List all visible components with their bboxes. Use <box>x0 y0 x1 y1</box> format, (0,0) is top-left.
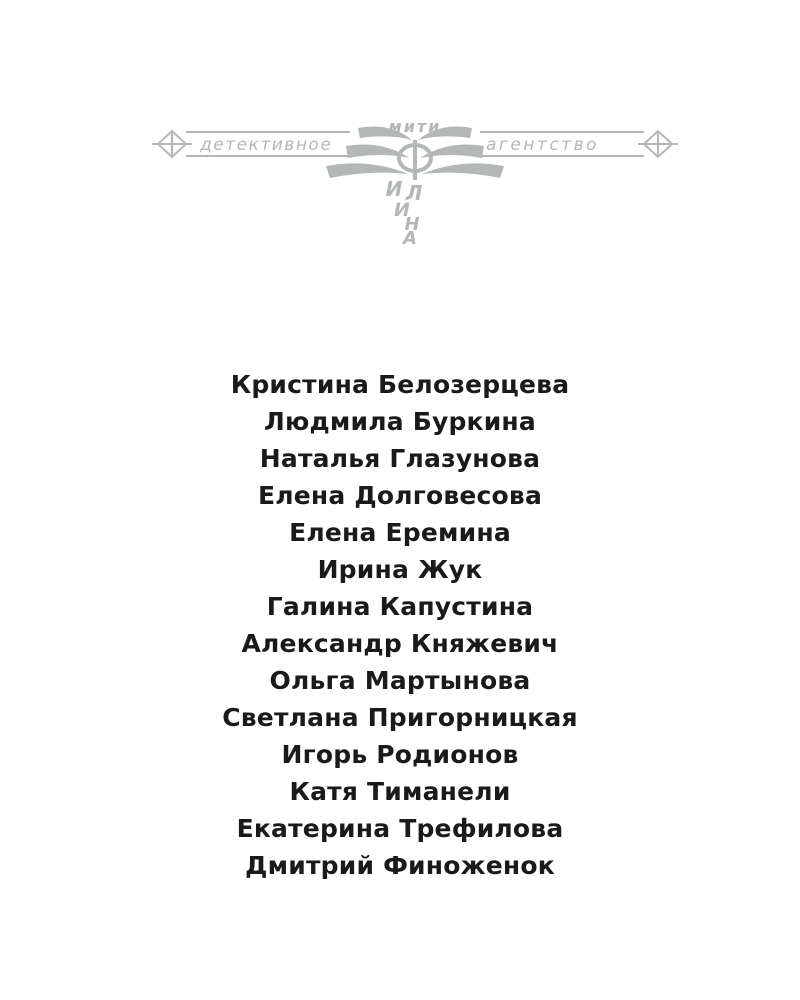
author-name: Светлана Пригорницкая <box>222 703 578 732</box>
author-name: Ирина Жук <box>317 555 483 584</box>
logo-letter-1: И <box>385 177 403 201</box>
author-list <box>0 366 800 884</box>
logo-letter-4: Н <box>404 214 420 235</box>
logo-right-text: агентство <box>486 135 599 155</box>
author-name: Екатерина Трефилова <box>236 814 564 843</box>
author-name: Галина Капустина <box>266 592 534 621</box>
logo-left-text: детективное <box>200 135 333 155</box>
author-name: Игорь Родионов <box>281 740 519 769</box>
author-name: Александр Княжевич <box>241 629 559 658</box>
author-name: Елена Еремина <box>289 518 511 547</box>
author-name: Катя Тиманели <box>289 777 511 806</box>
logo-letter-2: Л <box>405 181 423 205</box>
agency-logo-graphic <box>150 118 680 248</box>
author-name: Людмила Буркина <box>264 407 536 436</box>
author-name: Дмитрий Финоженок <box>245 851 555 880</box>
logo-top-word: мити <box>388 118 442 136</box>
author-name: Ольга Мартынова <box>269 666 531 695</box>
author-name: Елена Долговесова <box>257 481 543 510</box>
logo-letter-5: А <box>403 228 417 248</box>
author-name: Кристина Белозерцева <box>230 370 570 399</box>
author-name: Наталья Глазунова <box>259 444 541 473</box>
logo-letter-3: И <box>394 199 410 221</box>
agency-logo <box>150 118 680 248</box>
